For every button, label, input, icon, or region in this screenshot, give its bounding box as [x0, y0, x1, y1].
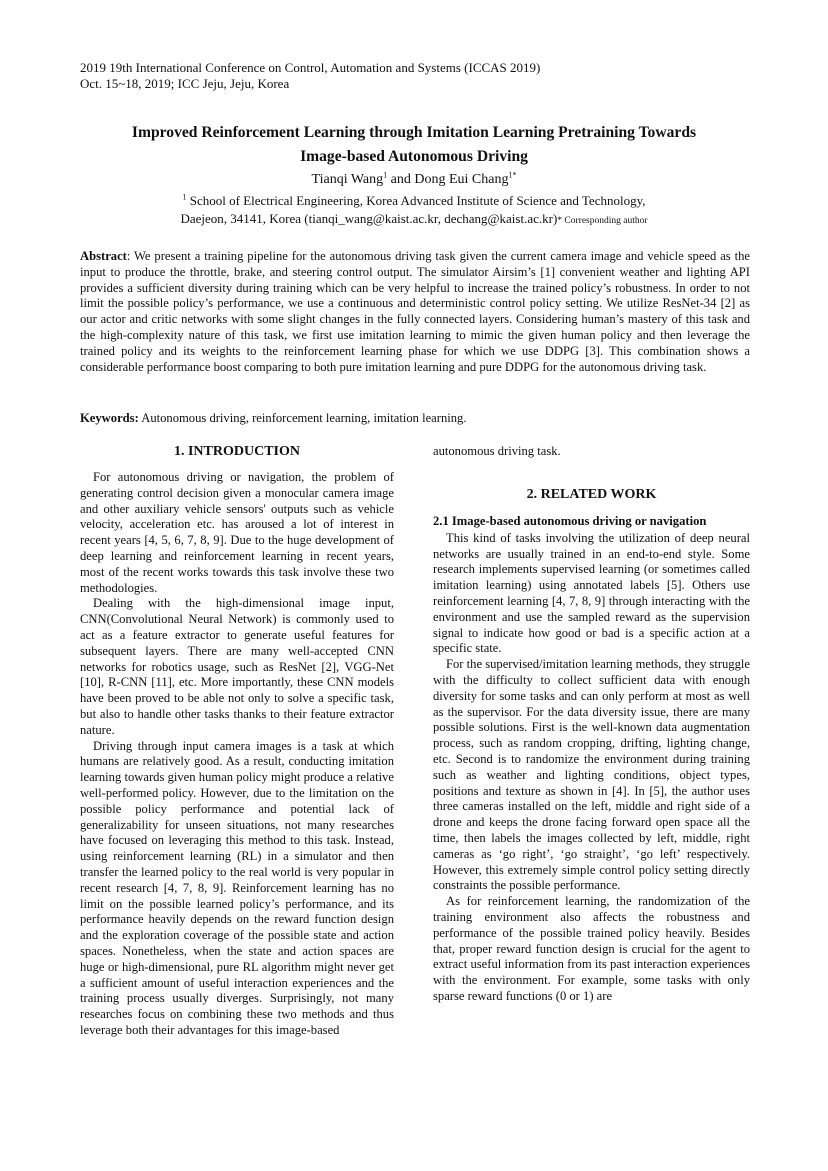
paper-title — [60, 121, 768, 169]
keywords — [80, 410, 750, 426]
intro-paragraph-3: Driving through input camera images is a task at which humans are relatively good. As a result, conducting imitation learning towards given human policy might produce a relative well-performed policy. However, due to the limitation on the possible policy performance and potential lack of generalizability for unseen situations, not many researches have focused on leveraging this method to this task. Instead, using reinforcement learning (RL) in a simulator and then transfer the learned policy to the real world is very popular in recent research [4, 7, 8, 9]. Reinforcement learning has no limit on the possible learned policy’s performance, and its performance heavily depends on the reward function design and the exploration coverage of the possible state and action spaces. Nonetheless, when the state and action spaces are huge or high-dimensional, pure RL algorithm might never get a sufficient amount of useful interaction experiences and the training process usually diverges. Surprisingly, not many researches focus on combining these two methods and thus leverage both their advantages for this image-based — [80, 738, 394, 1037]
author-2-affiliation-mark: 1* — [508, 170, 517, 180]
author-1: Tianqi Wang — [311, 172, 384, 187]
section-heading-introduction: 1. INTRODUCTION — [173, 444, 300, 459]
intro-paragraph-1: For autonomous driving or navigation, the problem of generating control decision given a monocular camera image and other auxiliary vehicle sensors' outputs such as vehicle velocity, acceleration etc. has aroused a lot of interest in recent years [4, 5, 6, 7, 8, 9]. Due to the huge development of deep learning and reinforcement learning in recent years, most of the recent works towards this task involve these two methodologies. — [80, 470, 394, 595]
author-list — [60, 171, 768, 189]
abstract-label: Abstract — [80, 249, 127, 263]
section-heading-related-work: 2. RELATED WORK — [526, 486, 657, 502]
paper-title-line2: Image-based Autonomous Driving — [300, 148, 528, 165]
right-column — [433, 444, 750, 1005]
abstract — [80, 249, 750, 375]
related-paragraph-1: This kind of tasks involving the utilization of deep neural networks are usually trained in an end-to-end style. Some research implements supervised learning (or sometimes called imitation learning) using annotated labels [5]. Others use reinforcement learning [4, 7, 8, 9] through interacting with the environment and use the sampled reward as the supervision signal to indicate how good or bad is a specific action at a specific state. — [433, 530, 750, 656]
subsection-heading-image-based-driving: 2.1 Image-based autonomous driving or navigation — [433, 513, 707, 528]
author-2: Dong Eui Chang — [414, 172, 509, 187]
intro-paragraph-3-continued: autonomous driving task. — [433, 444, 561, 458]
section-spacer — [433, 460, 750, 487]
affiliation — [60, 192, 768, 230]
corresponding-author-note: * Corresponding author — [557, 216, 648, 226]
author-1-affiliation-mark: 1 — [383, 170, 388, 180]
author-conjunction: and — [387, 172, 415, 187]
affiliation-line2: Daejeon, 34141, Korea (tianqi_wang@kaist.ac.kr, dechang@kaist.ac.kr) — [180, 211, 558, 226]
conference-name: 2019 19th International Conference on Control, Automation and Systems (ICCAS 2019) — [80, 60, 541, 75]
intro-paragraph-2: Dealing with the high-dimensional image input, CNN(Convolutional Neural Network) is commonly used to act as a feature extractor to generate useful features for subsequent layers. There are many well-accepted CNN networks for robotics usage, such as ResNet [2], VGG-Net [10], R-CNN [11], etc. More importantly, these CNN models have been proved to be able not only to solve a specific task, but also to handle other tasks thanks to their feature extractor nature. — [80, 596, 394, 737]
paper-title-line1: Improved Reinforcement Learning through Imitation Learning Pretraining Towards — [131, 124, 697, 141]
left-column — [80, 444, 394, 1039]
affiliation-mark: 1 — [182, 192, 187, 202]
keywords-label: Keywords: — [80, 411, 139, 425]
affiliation-line1: School of Electrical Engineering, Korea Advanced Institute of Science and Technology, — [186, 193, 646, 208]
abstract-text: : We present a training pipeline for the autonomous driving task given the current camera image and vehicle speed as the input to produce the throttle, brake, and steering control output. The simulator Airsim’s [1] convenient weather and lighting API provides a sufficient diversity during training which can be very helpful to increase the trained policy’s robustness. In order to not limit the possible policy’s performance, we use a continuous and deterministic control policy setting. We utilize ResNet-34 [2] as our actor and critic networks with some slight changes in the fully connected layers. Considering human’s mastery of this task and the high-complexity nature of this task, we first use imitation learning to mimic the given human policy and then leverage the trained policy and its weights to the reinforcement learning phase for which we use DDPG [3]. This combination shows a considerable performance boost comparing to both pure imitation learning and pure DDPG for the autonomous driving task. — [80, 249, 750, 374]
conference-header — [80, 60, 540, 92]
related-paragraph-2: For the supervised/imitation learning methods, they struggle with the difficulty to collect sufficient data with enough diversity for some tasks and can only perform at most as well as the supervisor. For the data diversity issue, there are many possible solutions. First is the well-known data augmentation process, such as random cropping, drifting, lighting change, etc. Second is to randomize the environment during training such as weather and lighting conditions, object types, positions and texture as shown in [4]. In [5], the author uses three cameras installed on the left, middle and right side of a drone and keeps the drone facing forward open space all the time, then labels the images collected by left, middle, right cameras as ‘go right’, ‘go straight’, ‘go left’ respectively. However, this extremely simple control policy setting directly constraints the possible performance. — [433, 657, 750, 893]
title-block — [60, 121, 768, 230]
keywords-text: Autonomous driving, reinforcement learning, imitation learning. — [138, 411, 467, 425]
related-paragraph-3: As for reinforcement learning, the randomization of the training environment also affects the robustness and performance of the possible trained policy heavily. Besides that, proper reward function design is crucial for the agent to extract useful information from its past interaction experiences with the environment. For example, some tasks with only sparse reward functions (0 or 1) are — [433, 894, 750, 1003]
conference-date-venue: Oct. 15~18, 2019; ICC Jeju, Jeju, Korea — [80, 76, 290, 91]
